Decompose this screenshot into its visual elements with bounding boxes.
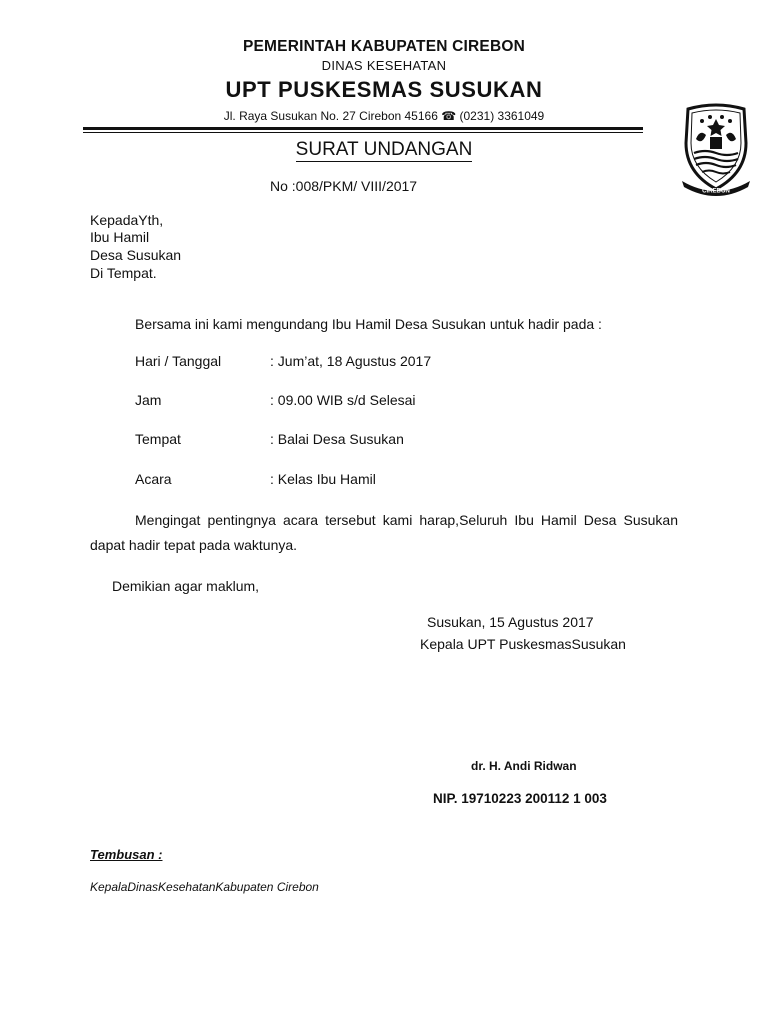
document-title: SURAT UNDANGAN [295,139,473,160]
signature-place-date: Susukan, 15 Agustus 2017 [427,614,594,630]
letterhead-institution: UPT PUSKESMAS SUSUKAN [225,77,543,102]
cc-heading: Tembusan : [90,847,163,862]
recipient-line-4: Di Tempat. [90,265,157,281]
recipient-line-1: KepadaYth, [90,212,164,228]
cc-item: KepalaDinasKesehatanKabupaten Cirebon [90,880,319,894]
detail-value: : Jum’at, 18 Agustus 2017 [270,353,432,369]
detail-value: : 09.00 WIB s/d Selesai [270,392,416,408]
letterhead-rule-thick [83,127,643,130]
detail-value: : Kelas Ibu Hamil [270,471,376,487]
emblem-caption: CIREBON [702,188,730,195]
letter-number: No :008/PKM/ VIII/2017 [270,178,418,194]
detail-label: Hari / Tanggal [135,353,222,369]
detail-value: : Balai Desa Susukan [270,431,404,447]
intro-text: Bersama ini kami mengundang Ibu Hamil Desa Susukan untuk hadir pada : [135,316,602,332]
signatory-name: dr. H. Andi Ridwan [471,759,577,773]
body-paragraph: Mengingat pentingnya acara tersebut kami harap,Seluruh Ibu Hamil Desa Susukan dapat hadir tepat pada waktunya. [90,512,678,553]
letterhead-address: Jl. Raya Susukan No. 27 Cirebon 45166 ☎ (0231) 3361049 [223,109,545,123]
letterhead-government: PEMERINTAH KABUPATEN CIREBON [242,38,526,55]
letterhead-department: DINAS KESEHATAN [321,58,447,73]
recipient-line-2: Ibu Hamil [90,229,150,245]
signatory-nip: NIP. 19710223 200112 1 003 [433,791,607,806]
detail-label: Jam [135,392,162,408]
detail-label: Acara [135,471,172,487]
signature-position: Kepala UPT PuskesmasSusukan [420,636,626,652]
letterhead-rule-thin [83,132,643,133]
recipient-line-3: Desa Susukan [90,247,182,263]
closing-text: Demikian agar maklum, [112,578,260,594]
detail-label: Tempat [135,431,181,447]
